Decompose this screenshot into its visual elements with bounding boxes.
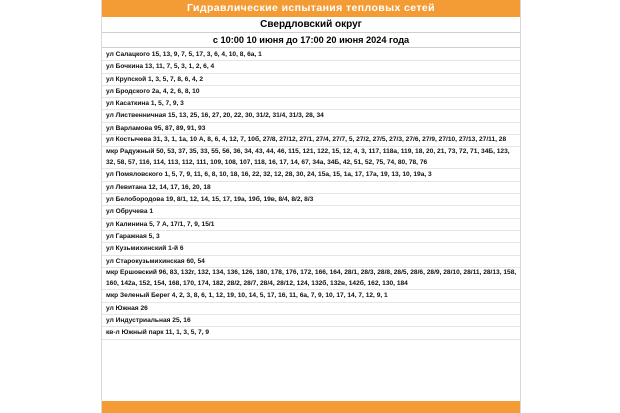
address-row: ул Индустриальная 25, 16	[102, 315, 520, 327]
address-row: кв-л Южный парк 11, 1, 3, 5, 7, 9	[102, 327, 520, 339]
address-row: ул Крупской 1, 3, 5, 7, 8, 6, 4, 2	[102, 74, 520, 86]
document-card	[101, 0, 521, 413]
address-row: ул Бочкина 13, 11, 7, 5, 3, 1, 2, 6, 4	[102, 61, 520, 73]
address-row: ул Касаткина 1, 5, 7, 9, 3	[102, 98, 520, 110]
address-row: ул Лиственничная 15, 13, 25, 16, 27, 20, 22, 30, 31/2, 31/4, 31/3, 28, 34	[102, 110, 520, 122]
district-title: Свердловский округ	[102, 18, 520, 33]
address-row: ул Салацкого 15, 13, 9, 7, 5, 17, 3, 6, 4, 10, 8, 6а, 1	[102, 49, 520, 61]
address-row: ул Южная 26	[102, 303, 520, 315]
period-subtitle: с 10:00 10 июня до 17:00 20 июня 2024 года	[102, 33, 520, 48]
address-row: ул Варламова 95, 87, 89, 91, 93	[102, 123, 520, 135]
address-row: ул Старокузьмихинская 60, 54	[102, 256, 520, 268]
footer-bar	[102, 401, 520, 413]
address-row: ул Обручева 1	[102, 206, 520, 218]
address-row: ул Калинина 5, 7 А, 17/1, 7, 9, 15/1	[102, 219, 520, 231]
address-row: мкр Радужный 50, 53, 37, 35, 33, 55, 56, 36, 34, 43, 44, 46, 115, 121, 122, 15, 12, 4, 3, 117, 118а, 119, 18, 20, 21, 73, 72, 71, 34Б, 123, 32, 58, 57, 116, 114, 113, 112, 111, 109, 108, 107, 118, 16, 17, 14, 67, 34а, 34Б, 42, 51, 52, 75, 74, 80, 78, 76	[102, 147, 520, 170]
address-row: мкр Зеленый Берег 4, 2, 3, 8, 6, 1, 12, 19, 10, 14, 5, 17, 16, 11, 6а, 7, 9, 10, 17, 14, 7, 12, 9, 1	[102, 290, 520, 302]
address-row: ул Бродского 2а, 4, 2, 6, 8, 10	[102, 86, 520, 98]
address-row: ул Гаражная 5, 3	[102, 231, 520, 243]
address-list	[102, 49, 520, 340]
address-row: ул Белобородова 19, 8/1, 12, 14, 15, 17, 19а, 19б, 19в, 8/4, 8/2, 8/3	[102, 194, 520, 206]
address-row: мкр Ершовский 96, 83, 132г, 132, 134, 136, 126, 180, 178, 176, 172, 166, 164, 28/1, 28/3, 28/8, 28/5, 28/6, 28/9, 28/10, 28/11, 28/13, 158, 160, 142а, 152, 154, 168, 170, 174, 182, 28/2, 28/7, 28/4, 28/12, 124, 132б, 132в, 142б, 162, 130, 184	[102, 268, 520, 291]
banner-title: Гидравлические испытания тепловых сетей	[102, 0, 520, 17]
address-row: ул Помяловского 1, 5, 7, 9, 11, 6, 8, 10, 18, 16, 22, 32, 12, 28, 30, 24, 15а, 15, 1а, 17, 17а, 19, 13, 10, 19а, 3	[102, 169, 520, 181]
address-row: ул Левитана 12, 14, 17, 16, 20, 18	[102, 182, 520, 194]
address-row: ул Кузьмихинский 1-й 6	[102, 243, 520, 255]
address-row: ул Костычева 31, 3, 1, 1а, 10 А, 8, 6, 4, 12, 7, 10б, 27/8, 27/12, 27/1, 27/4, 27/7, 5, 27/2, 27/5, 27/3, 27/6, 27/9, 27/10, 27/13, 27/11, 28	[102, 135, 520, 147]
